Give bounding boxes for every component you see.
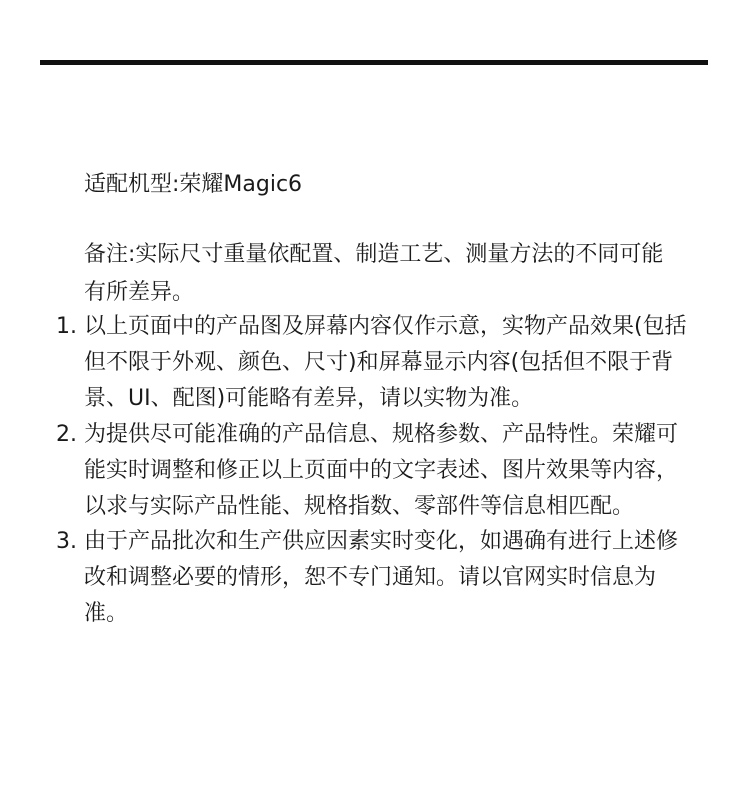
list-item — [56, 417, 688, 525]
list-item — [56, 524, 688, 632]
list-item-number: 2. — [56, 421, 77, 447]
list-item-number: 1. — [56, 314, 77, 339]
note-text: 备注:实际尺寸重量依配置、制造工艺、测量方法的不同可能有所差异。 — [84, 242, 664, 305]
list-item-text: 由于产品批次和生产供应因素实时变化，如遇确有进行上述修改和调整必要的情形，恕不专门通知。请以官网实时信息为准。 — [84, 529, 679, 626]
disclaimer-list — [56, 309, 694, 632]
compatible-model-text: 适配机型:荣耀Magic6 — [84, 172, 303, 197]
top-divider — [40, 60, 708, 65]
list-item-text: 以上页面中的产品图及屏幕内容仅作示意，实物产品效果(包括但不限于外观、颜色、尺寸)和屏幕显示内容(包括但不限于背景、UI、配图)可能略有差异，请以实物为准。 — [84, 314, 687, 411]
list-item-number: 3. — [56, 529, 77, 554]
list-item-text: 为提供尽可能准确的产品信息、规格参数、产品特性。荣耀可能实时调整和修正以上页面中的文字表述、图片效果等内容，以求与实际产品性能、规格指数、零部件等信息相匹配。 — [84, 421, 679, 519]
list-item — [56, 309, 688, 417]
